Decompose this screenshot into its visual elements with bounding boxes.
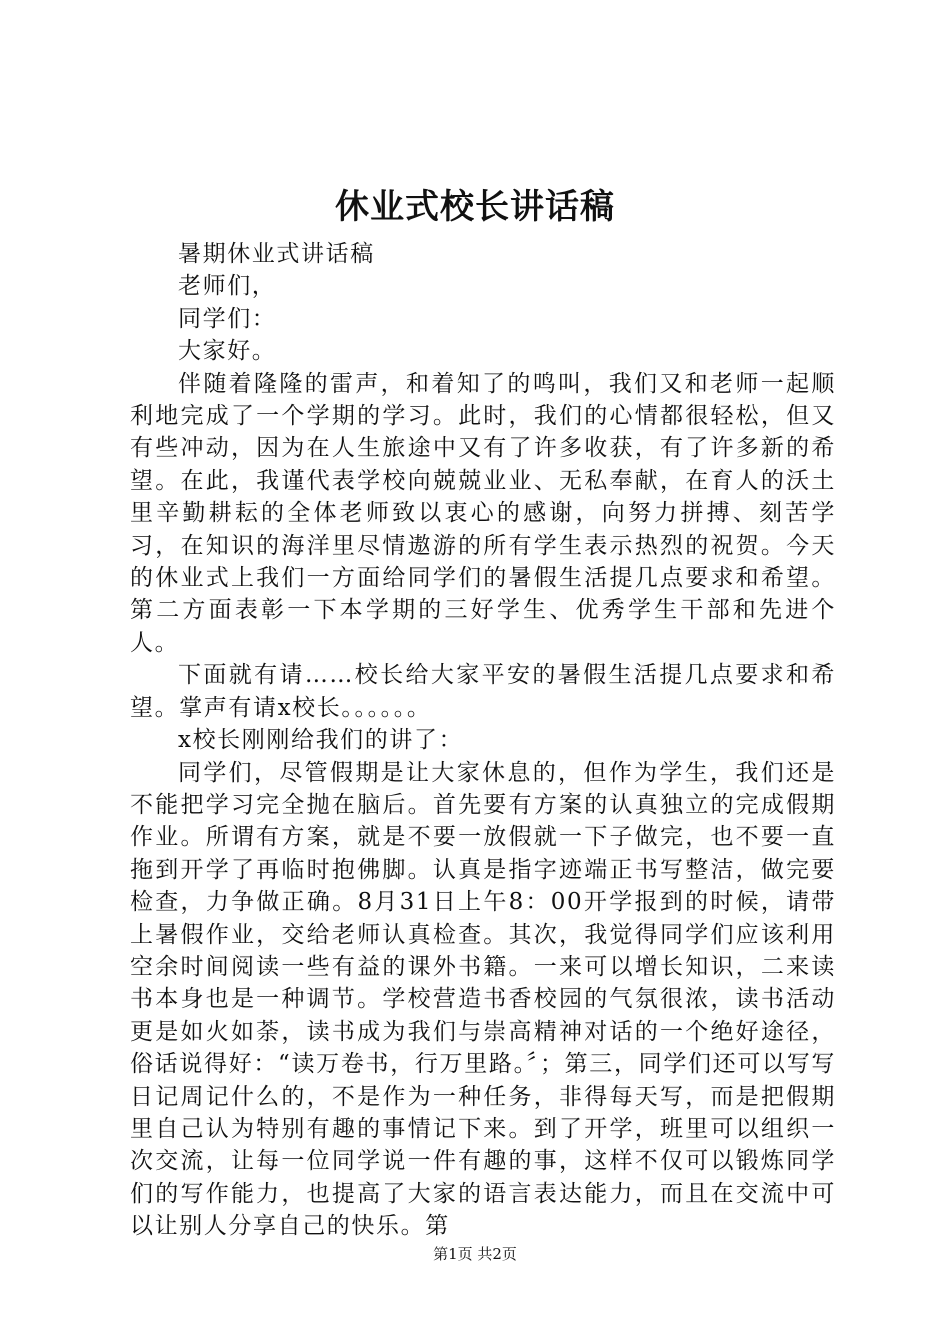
body-paragraph: 下面就有请……校长给大家平安的暑假生活提几点要求和希望。掌声有请x校长。。。。。。	[130, 662, 836, 721]
salutation-students: 同学们：	[178, 305, 277, 332]
salutation-teachers: 老师们，	[178, 273, 277, 300]
page-number-footer: 第1页 共2页	[433, 1245, 517, 1263]
document-title: 休业式校长讲话稿	[335, 187, 615, 227]
body-paragraph: 同学们，尽管假期是让大家休息的，但作为学生，我们还是不能把学习完全抛在脑后。首先要有方案的认真独立的完成假期作业。所谓有方案，就是不要一放假就一下子做完，也不要一直拖到开学了再临时抱佛脚。认真是指字迹端正书写整洁，做完要检查，力争做正确。8月31日上午8：00开学报到的时候，请带上暑假作业，交给老师认真检查。其次，我觉得同学们应该利用空余时间阅读一些有益的课外书籍。一来可以增长知识，二来读书本身也是一种调节。学校营造书香校园的气氛很浓，读书活动更是如火如荼，读书成为我们与崇高精神对话的一个绝好途径，俗话说得好：“读万卷书，行万里路。〞；第三，同学们还可以写写日记周记什么的，不是作为一种任务，非得每天写，而是把假期里自己认为特别有趣的事情记下来。到了开学，班里可以组织一次交流，让每一位同学说一件有趣的事，这样不仅可以锻炼同学们的写作能力，也提高了大家的语言表达能力，而且在交流中可以让别人分享自己的快乐。第	[130, 759, 836, 1240]
document-body	[130, 238, 836, 1243]
body-paragraph: 伴随着隆隆的雷声，和着知了的鸣叫，我们又和老师一起顺利地完成了一个学期的学习。此时，我们的心情都很轻松，但又有些冲动，因为在人生旅途中又有了许多收获，有了许多新的希望。在此，我谨代表学校向兢兢业业、无私奉献，在育人的沃土里辛勤耕耘的全体老师致以衷心的感谢，向努力拼搏、刻苦学习，在知识的海洋里尽情遨游的所有学生表示热烈的祝贺。今天的休业式上我们一方面给同学们的暑假生活提几点要求和希望。第二方面表彰一下本学期的三好学生、优秀学生干部和先进个人。	[130, 370, 836, 656]
greeting-paragraph: 大家好。	[178, 338, 277, 365]
body-paragraph: x校长刚刚给我们的讲了：	[178, 727, 464, 754]
subtitle-paragraph: 暑期休业式讲话稿	[178, 241, 375, 267]
